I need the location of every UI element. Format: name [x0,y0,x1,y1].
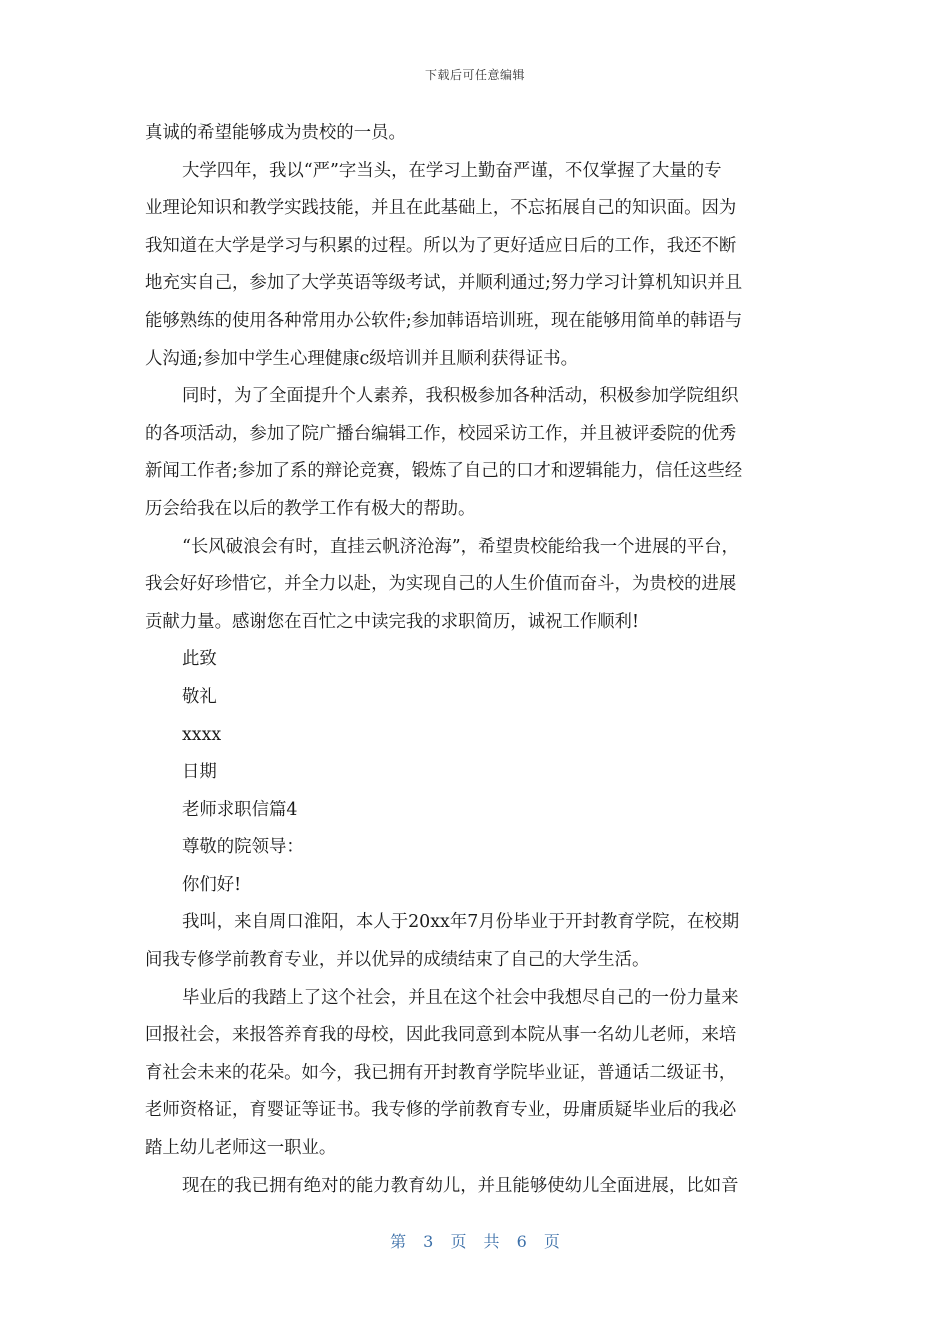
text-line: 大学四年，我以“严”字当头，在学习上勤奋严谨，不仅掌握了大量的专 [182,160,722,181]
text-line: 我知道在大学是学习与积累的过程。所以为了更好适应日后的工作，我还不断 [145,235,737,256]
text-line: 间我专修学前教育专业，并以优异的成绩结束了自己的大学生活。 [145,950,650,971]
text-line: 老师资格证，育婴证等证书。我专修的学前教育专业，毋庸质疑毕业后的我必 [145,1100,737,1121]
text-line: 人沟通;参加中学生心理健康c级培训并且顺利获得证书。 [145,348,578,369]
text-line: 育社会未来的花朵。如今，我已拥有开封教育学院毕业证，普通话二级证书， [145,1062,737,1083]
text-line: 此致 [182,649,217,670]
text-line: 老师求职信篇4 [182,799,298,820]
text-line: xxxx [182,724,222,745]
text-line: 尊敬的院领导： [182,837,304,858]
text-line: 业理论知识和教学实践技能，并且在此基础上，不忘拓展自己的知识面。因为 [145,198,737,219]
text-line: 踏上幼儿老师这一职业。 [145,1138,337,1159]
header-note: 下载后可任意编辑 [424,68,525,82]
text-line: 能够熟练的使用各种常用办公软件;参加韩语培训班，现在能够用简单的韩语与 [145,310,743,331]
text-line: 你们好! [182,874,242,895]
text-line: 我叫，来自周口淮阳，本人于20xx年7月份毕业于开封教育学院，在校期 [182,912,740,933]
text-line: “长风破浪会有时，直挂云帆济沧海”，希望贵校能给我一个进展的平台， [182,536,739,557]
text-line: 的各项活动，参加了院广播台编辑工作，校园采访工作，并且被评委院的优秀 [145,423,737,444]
text-line: 历会给我在以后的教学工作有极大的帮助。 [145,498,476,519]
text-line: 回报社会，来报答养育我的母校，因此我同意到本院从事一名幼儿老师，来培 [145,1025,737,1046]
text-line: 真诚的希望能够成为贵校的一员。 [145,123,406,143]
text-line: 现在的我已拥有绝对的能力教育幼儿，并且能够使幼儿全面进展，比如音 [182,1175,739,1196]
text-line: 地充实自己，参加了大学英语等级考试，并顺利通过;努力学习计算机知识并且 [145,273,743,294]
text-line: 贡献力量。感谢您在百忙之中读完我的求职简历，诚祝工作顺利! [145,611,639,632]
text-line: 我会好好珍惜它，并全力以赴，为实现自己的人生价值而奋斗，为贵校的进展 [145,574,737,595]
text-line: 敬礼 [182,686,217,707]
document-body [145,115,807,1205]
text-line: 毕业后的我踏上了这个社会，并且在这个社会中我想尽自己的一份力量来 [182,987,739,1008]
text-line: 同时，为了全面提升个人素养，我积极参加各种活动，积极参加学院组织 [182,386,739,407]
text-line: 日期 [182,762,217,783]
text-line: 新闻工作者;参加了系的辩论竞赛，锻炼了自己的口才和逻辑能力，信任这些经 [145,461,743,482]
page-number-footer: 第 3 页 共 6 页 [390,1232,560,1251]
